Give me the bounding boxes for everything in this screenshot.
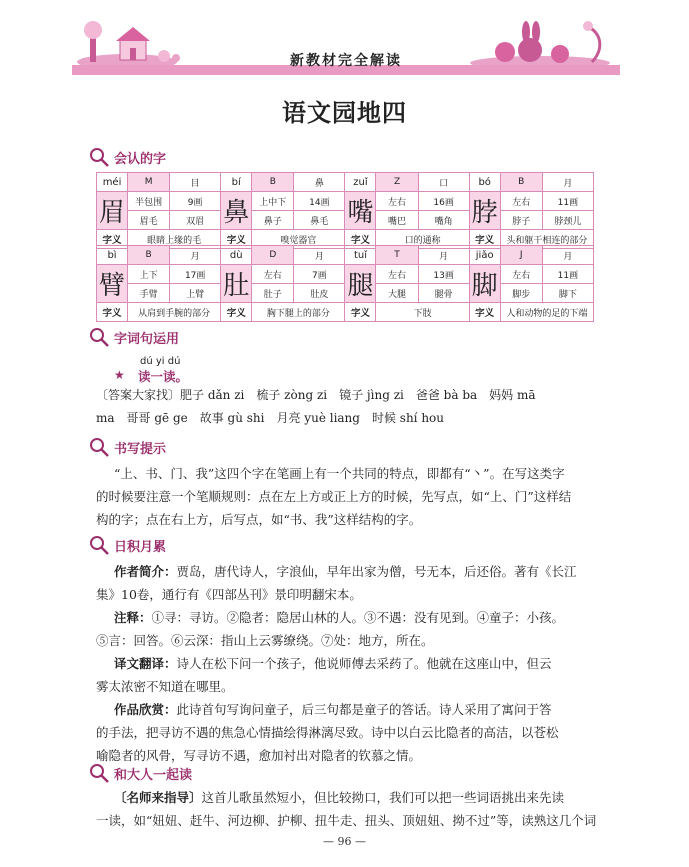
char-word: 嘴角 — [418, 211, 469, 230]
char-glyph: 鼻 — [221, 192, 252, 230]
task-ruby: dú yi dú — [140, 356, 181, 367]
char-word: 上臂 — [170, 284, 221, 303]
magnifier-icon — [88, 762, 110, 784]
guide-line: 〔名师来指导〕这首儿歌虽然短小，但比较拗口，我们可以把一些词语挑出来先读 — [114, 790, 565, 805]
section-label: 字词句运用 — [114, 331, 180, 347]
star-icon: ★ — [114, 368, 125, 382]
char-meaning: 从肩到手腕的部分 — [128, 303, 221, 322]
char-word: 肚子 — [252, 284, 294, 303]
writing-tip — [96, 462, 598, 531]
char-pinyin: bì — [97, 246, 128, 265]
text-line: 喻隐者的风骨，写寻访不遇，愈加衬出对隐者的钦慕之情。 — [96, 748, 422, 763]
char-pinyin: tuǐ — [345, 246, 376, 265]
char-strokes: 16画 — [418, 192, 469, 211]
char-structure: 上下 — [128, 265, 170, 284]
teacher-guide — [96, 786, 598, 832]
section-heading-recognize — [88, 146, 166, 168]
text-line: 一读，如“妞妞、赶牛、河边柳、护柳、扭牛走、扭头、顶妞妞、拗不过”等，读熟这几个词 — [96, 813, 597, 828]
text-line: 构的字；点在右上方，后写点，如“书、我”这样结构的字。 — [96, 512, 422, 527]
page-header — [72, 18, 620, 80]
notes-label: 注释： — [114, 610, 152, 625]
meaning-label: 字义 — [345, 230, 376, 249]
char-meaning: 下肢 — [376, 303, 469, 322]
char-pinyin: méi — [97, 173, 128, 192]
char-strokes: 7画 — [294, 265, 345, 284]
character-table-row1 — [96, 172, 594, 249]
char-strokes: 13画 — [418, 265, 469, 284]
char-letter: D — [252, 246, 294, 265]
char-word: 脚下 — [542, 284, 593, 303]
guide-label: 〔名师来指导〕 — [114, 790, 202, 805]
char-meaning: 胸下腿上的部分 — [252, 303, 345, 322]
section-label: 会认的字 — [114, 151, 167, 167]
book-title: 新教材完全解读 — [290, 53, 402, 69]
magnifier-icon — [88, 326, 110, 348]
text-line: 雾太浓密不知道在哪里。 — [96, 679, 234, 694]
answer-block — [96, 384, 598, 430]
meaning-label: 字义 — [221, 303, 252, 322]
char-letter: T — [376, 246, 418, 265]
char-structure: 左右 — [500, 265, 542, 284]
magnifier-icon — [88, 534, 110, 556]
char-word: 脚步 — [500, 284, 542, 303]
char-word: 肚皮 — [294, 284, 345, 303]
char-radical: 鼻 — [294, 173, 345, 192]
meaning-label: 字义 — [97, 230, 128, 249]
char-strokes: 11画 — [542, 265, 593, 284]
notes-line: 注释：①寻：寻访。②隐者：隐居山林的人。③不遇：没有见到。④童子：小孩。 — [114, 610, 565, 625]
section-heading-writing — [88, 436, 166, 458]
char-letter: B — [500, 173, 542, 192]
char-word: 手臂 — [128, 284, 170, 303]
char-word: 大腿 — [376, 284, 418, 303]
char-pinyin: jiǎo — [469, 246, 500, 265]
char-meaning: 嗅觉器官 — [252, 230, 345, 249]
char-glyph: 嘴 — [345, 192, 376, 230]
section-label: 书写提示 — [114, 441, 167, 457]
meaning-label: 字义 — [345, 303, 376, 322]
char-glyph: 脚 — [469, 265, 500, 303]
char-structure: 左右 — [252, 265, 294, 284]
author-label: 作者简介： — [114, 564, 177, 579]
meaning-label: 字义 — [97, 303, 128, 322]
char-radical: 月 — [294, 246, 345, 265]
text-line: ⑤言：回答。⑥云深：指山上云雾缭绕。⑦处：地方，所在。 — [96, 633, 434, 648]
answer-line: ma 哥哥 gē ge 故事 gù shi 月亮 yuè liang 时候 shí hou — [96, 411, 445, 425]
meaning-label: 字义 — [469, 303, 500, 322]
magnifier-icon — [88, 436, 110, 458]
char-meaning: 口的通称 — [376, 230, 469, 249]
text-line: 的手法，把寻访不遇的焦急心情描绘得淋漓尽致。诗中以白云比隐者的高洁，以苍松 — [96, 725, 559, 740]
char-word: 双眉 — [170, 211, 221, 230]
appreciation-label: 作品欣赏： — [114, 702, 177, 717]
char-word: 鼻毛 — [294, 211, 345, 230]
section-heading-usage — [88, 326, 179, 348]
section-heading-read-with-adult — [88, 762, 192, 784]
meaning-label: 字义 — [469, 230, 500, 249]
char-radical: 月 — [542, 246, 593, 265]
magnifier-icon — [88, 146, 110, 168]
char-structure: 上中下 — [252, 192, 294, 211]
char-word: 嘴巴 — [376, 211, 418, 230]
page-number: — 96 — — [323, 835, 366, 848]
section-label: 和大人一起读 — [114, 767, 193, 783]
char-structure: 半包围 — [128, 192, 170, 211]
author-line: 作者简介：贾岛，唐代诗人，字浪仙，早年出家为僧，号无本，后还俗。著有《长江 — [114, 564, 577, 579]
char-glyph: 臂 — [97, 265, 128, 303]
poem-notes — [96, 560, 598, 767]
char-pinyin: dù — [221, 246, 252, 265]
char-glyph: 脖 — [469, 192, 500, 230]
char-letter: J — [500, 246, 542, 265]
char-letter: B — [128, 246, 170, 265]
char-radical: 月 — [170, 246, 221, 265]
text-line: 的时候要注意一个笔顺规则：点在左上方或正上方的时候，先写点，如“上、门”这样结 — [96, 489, 572, 504]
char-pinyin: zuǐ — [345, 173, 376, 192]
char-strokes: 11画 — [542, 192, 593, 211]
char-glyph: 眉 — [97, 192, 128, 230]
char-pinyin: bó — [469, 173, 500, 192]
char-word: 腿骨 — [418, 284, 469, 303]
char-word: 鼻子 — [252, 211, 294, 230]
char-word: 脖子 — [500, 211, 542, 230]
char-radical: 目 — [170, 173, 221, 192]
char-meaning: 眼睛上缘的毛 — [128, 230, 221, 249]
answer-line: 〔答案大家找〕肥子 dǎn zi 梳子 zòng zi 镜子 jìng zi 爸爸 bà ba 妈妈 mā — [96, 388, 536, 402]
translation-label: 译文翻译： — [114, 656, 177, 671]
page-title: 语文园地四 — [282, 98, 407, 127]
char-word: 眉毛 — [128, 211, 170, 230]
char-strokes: 17画 — [170, 265, 221, 284]
char-word: 脖颈儿 — [542, 211, 593, 230]
meaning-label: 字义 — [221, 230, 252, 249]
char-pinyin: bí — [221, 173, 252, 192]
char-structure: 左右 — [376, 265, 418, 284]
char-strokes: 14画 — [294, 192, 345, 211]
char-glyph: 肚 — [221, 265, 252, 303]
appreciation-line: 作品欣赏：此诗首句写询问童子，后三句都是童子的答话。诗人采用了寓问于答 — [114, 702, 552, 717]
char-letter: M — [128, 173, 170, 192]
character-table-row2 — [96, 245, 594, 322]
section-heading-accumulate — [88, 534, 166, 556]
task-title: 读一读。 — [138, 369, 189, 384]
translation-line: 译文翻译：诗人在松下问一个孩子，他说师傅去采药了。他就在这座山中，但云 — [114, 656, 552, 671]
char-radical: 口 — [418, 173, 469, 192]
section-label: 日积月累 — [114, 539, 167, 555]
char-structure: 左右 — [376, 192, 418, 211]
char-radical: 月 — [542, 173, 593, 192]
char-meaning: 人和动物的足的下端 — [500, 303, 593, 322]
char-letter: B — [252, 173, 294, 192]
text-line: “上、书、门、我”这四个字在笔画上有一个共同的特点，即都有“丶”。在写这类字 — [114, 466, 565, 481]
char-radical: 月 — [418, 246, 469, 265]
char-meaning: 头和躯干相连的部分 — [500, 230, 593, 249]
char-strokes: 9画 — [170, 192, 221, 211]
text-line: 集》10卷，通行有《四部丛刊》景印明翻宋本。 — [96, 587, 362, 602]
char-letter: Z — [376, 173, 418, 192]
char-structure: 左右 — [500, 192, 542, 211]
char-glyph: 腿 — [345, 265, 376, 303]
